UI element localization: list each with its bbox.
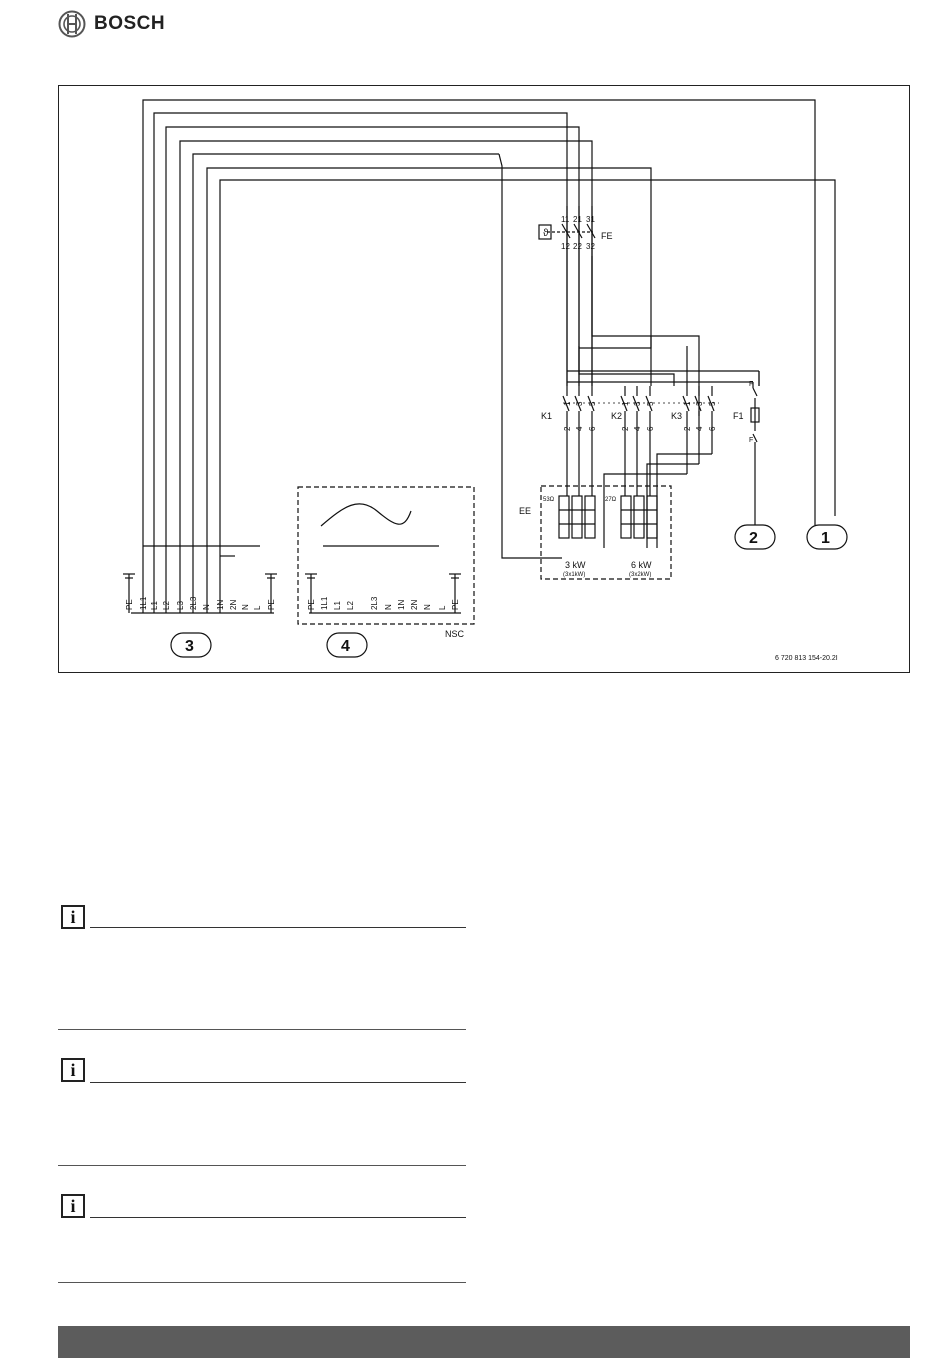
note-header-rule	[90, 1082, 466, 1083]
brand-name: BOSCH	[94, 13, 166, 34]
nsc-label: NSC	[445, 629, 465, 639]
wiring-diagram	[58, 85, 910, 673]
contactor-terminal: 4	[575, 426, 584, 431]
thermostat-symbol: ϑ	[543, 228, 549, 239]
terminal-label: PE	[307, 599, 316, 610]
heater-group2-detail: (3x2kW)	[629, 572, 652, 578]
contactor-terminal: 5	[646, 401, 655, 406]
note-footer-rule	[58, 1165, 466, 1166]
contactor-terminal: 3	[575, 401, 584, 406]
contactor-terminal: 2	[621, 426, 630, 431]
terminal-label: N	[423, 604, 432, 610]
contactor-terminal: 1	[683, 401, 692, 406]
thermostat-terminal: 12	[561, 242, 570, 251]
terminal-label: N	[241, 604, 250, 610]
heater-group2-power: 6 kW	[631, 560, 652, 570]
info-note	[58, 905, 466, 1035]
fuse-top-label: F	[749, 381, 754, 388]
contactor-terminal: 1	[563, 401, 572, 406]
terminal-label: 1L1	[139, 596, 148, 610]
terminal-label: 2L3	[189, 596, 198, 610]
contactor-terminal: 5	[708, 401, 717, 406]
terminal-label: PE	[451, 599, 460, 610]
terminal-label: 2L3	[370, 596, 379, 610]
contactor-terminal-numbers	[563, 401, 717, 431]
heater-group1-resistance: 53Ω	[543, 497, 555, 503]
terminal-block-3-labels	[125, 596, 276, 610]
footer-bar	[58, 1326, 910, 1358]
heater-label: EE	[519, 506, 532, 516]
heater-group2-resistance: 27Ω	[605, 497, 617, 503]
wiring-diagram-svg	[59, 86, 911, 674]
callout-1: 1	[821, 530, 830, 547]
bosch-logo	[58, 10, 165, 38]
contactor-terminal: 6	[588, 426, 597, 431]
note-footer-rule	[58, 1029, 466, 1030]
terminal-label: L	[253, 605, 262, 610]
note-footer-rule	[58, 1282, 466, 1283]
heater-group1-power: 3 kW	[565, 560, 586, 570]
contactor-terminal: 3	[633, 401, 642, 406]
note-header-rule	[90, 927, 466, 928]
contactor-k1-label: K1	[541, 411, 553, 421]
info-note	[58, 1058, 466, 1170]
contactor-terminal: 2	[683, 426, 692, 431]
callout-3: 3	[185, 638, 194, 655]
thermostat-terminal: 22	[573, 242, 582, 251]
contactor-terminal: 1	[621, 401, 630, 406]
callout-4: 4	[341, 638, 350, 655]
fuse-label: F1	[733, 411, 744, 421]
terminal-label: N	[384, 604, 393, 610]
contactor-terminal: 5	[588, 401, 597, 406]
info-icon: i	[61, 1194, 85, 1218]
thermostat-label: FE	[601, 231, 613, 241]
info-icon: i	[61, 905, 85, 929]
contactor-terminal: 6	[646, 426, 655, 431]
info-note	[58, 1194, 466, 1288]
thermostat-terminal: 31	[586, 215, 595, 224]
contactor-terminal: 4	[695, 426, 704, 431]
thermostat-terminal: 11	[561, 215, 570, 224]
thermostat-terminal: 21	[573, 215, 582, 224]
thermostat-terminal: 32	[586, 242, 595, 251]
terminal-label: 2N	[410, 599, 419, 610]
terminal-label: 1N	[216, 599, 225, 610]
info-icon: i	[61, 1058, 85, 1082]
terminal-label: 1L1	[320, 596, 329, 610]
contactor-k2-label: K2	[611, 411, 623, 421]
terminal-label: L3	[176, 601, 185, 610]
fuse-bottom-label: F	[749, 437, 754, 444]
terminal-label: L	[438, 605, 447, 610]
terminal-label: PE	[125, 599, 134, 610]
heater-group1-detail: (3x1kW)	[563, 572, 586, 578]
terminal-label: 1N	[397, 599, 406, 610]
terminal-label: L2	[162, 601, 171, 610]
terminal-label: L1	[333, 601, 342, 610]
terminal-label: L1	[150, 601, 159, 610]
contactor-terminal: 4	[633, 426, 642, 431]
terminal-block-4-labels	[307, 596, 460, 610]
terminal-label: PE	[267, 599, 276, 610]
terminal-label: N	[202, 604, 211, 610]
figure-id: 6 720 813 154-20.2I	[775, 655, 838, 662]
contactor-terminal: 6	[708, 426, 717, 431]
terminal-label: L2	[346, 601, 355, 610]
callout-2: 2	[749, 530, 758, 547]
note-header-rule	[90, 1217, 466, 1218]
contactor-k3-label: K3	[671, 411, 683, 421]
terminal-label: 2N	[229, 599, 238, 610]
bosch-armature-icon	[58, 10, 86, 38]
contactor-terminal: 2	[563, 426, 572, 431]
contactor-terminal: 3	[695, 401, 704, 406]
